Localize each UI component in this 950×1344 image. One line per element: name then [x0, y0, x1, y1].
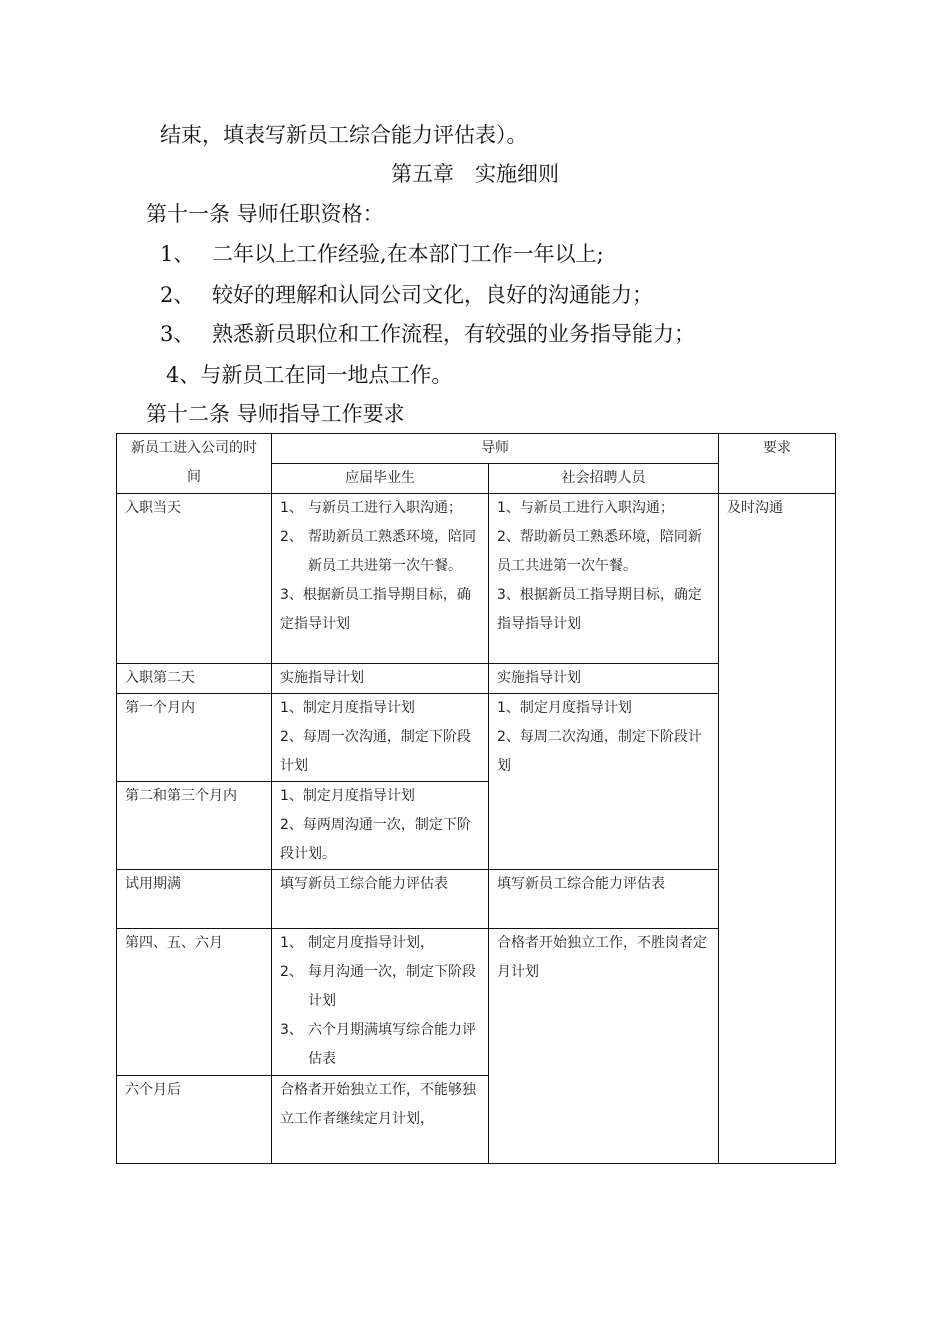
time-cell: 第二和第三个月内: [117, 782, 272, 870]
graduate-cell: [272, 694, 489, 782]
qualification-item-2: [160, 281, 653, 309]
mentor-guidance-table: [116, 433, 836, 1164]
list-item: 1、制定月度指导计划: [280, 788, 415, 804]
item-number: 2、: [160, 283, 195, 307]
header-time: 新员工进入公司的时间: [117, 434, 272, 494]
article-12-title: 第十二条 导师指导工作要求: [146, 402, 405, 426]
list-item: 1、 制定月度指导计划，: [280, 935, 434, 951]
time-cell: 第一个月内: [117, 694, 272, 782]
chapter-title: 第五章 实施细则: [391, 162, 559, 186]
qualification-item-4: 4、与新员工在同一地点工作。: [166, 363, 453, 387]
social-cell: 合格者开始独立工作，不胜岗者定月计划: [489, 929, 719, 1164]
intro-line: 结束，填表写新员工综合能力评估表）。: [160, 123, 528, 147]
social-cell: 填写新员工综合能力评估表: [489, 870, 719, 929]
list-item: 1、制定月度指导计划: [497, 700, 632, 716]
list-item: 1、 与新员工进行入职沟通；: [280, 500, 462, 516]
header-social: 社会招聘人员: [489, 464, 719, 494]
header-graduate: 应届毕业生: [272, 464, 489, 494]
list-item: 3、根据新员工指导期目标，确定指导计划: [280, 587, 471, 632]
list-item: 2、每周一次沟通，制定下阶段计划: [280, 729, 471, 774]
table-row: [117, 494, 836, 664]
social-cell: 实施指导计划: [489, 664, 719, 694]
graduate-cell: 填写新员工综合能力评估表: [272, 870, 489, 929]
graduate-cell: 实施指导计划: [272, 664, 489, 694]
time-cell: 第四、五、六月: [117, 929, 272, 1076]
graduate-cell: [272, 782, 489, 870]
time-cell: 六个月后: [117, 1076, 272, 1164]
table-header-row: [117, 434, 836, 464]
header-requirement: 要求: [719, 434, 836, 494]
qualification-item-1: [160, 240, 604, 268]
qualification-item-3: [160, 320, 695, 348]
item-text: 熟悉新员职位和工作流程，有较强的业务指导能力；: [212, 322, 695, 346]
list-item: 1、制定月度指导计划: [280, 700, 415, 716]
list-item: 3、 六个月期满填写综合能力评估表: [280, 1022, 476, 1067]
article-11-title: 第十一条 导师任职资格：: [146, 202, 384, 226]
list-item: 2、 帮助新员工熟悉环境，陪同新员工共进第一次午餐。: [280, 529, 476, 574]
graduate-cell: 合格者开始独立工作，不能够独立工作者继续定月计划，: [272, 1076, 489, 1164]
item-text: 二年以上工作经验,在本部门工作一年以上;: [212, 242, 604, 266]
item-number: 3、: [160, 322, 195, 346]
graduate-cell: [272, 929, 489, 1076]
time-cell: 入职第二天: [117, 664, 272, 694]
time-cell: 试用期满: [117, 870, 272, 929]
header-mentor: 导师: [272, 434, 719, 464]
item-number: 1、: [160, 242, 195, 266]
list-item: 3、根据新员工指导期目标，确定指导指导计划: [497, 587, 702, 632]
list-item: 2、帮助新员工熟悉环境，陪同新员工共进第一次午餐。: [497, 529, 702, 574]
list-item: 1、与新员工进行入职沟通；: [497, 500, 674, 516]
social-cell: [489, 694, 719, 870]
list-item: 2、每周二次沟通，制定下阶段计划: [497, 729, 702, 774]
list-item: 2、每两周沟通一次，制定下阶段计划。: [280, 817, 471, 862]
item-text: 较好的理解和认同公司文化，良好的沟通能力；: [212, 283, 653, 307]
social-cell: [489, 494, 719, 664]
list-item: 2、 每月沟通一次，制定下阶段计划: [280, 964, 476, 1009]
requirement-cell: 及时沟通: [719, 494, 836, 1164]
graduate-cell: [272, 494, 489, 664]
time-cell: 入职当天: [117, 494, 272, 664]
